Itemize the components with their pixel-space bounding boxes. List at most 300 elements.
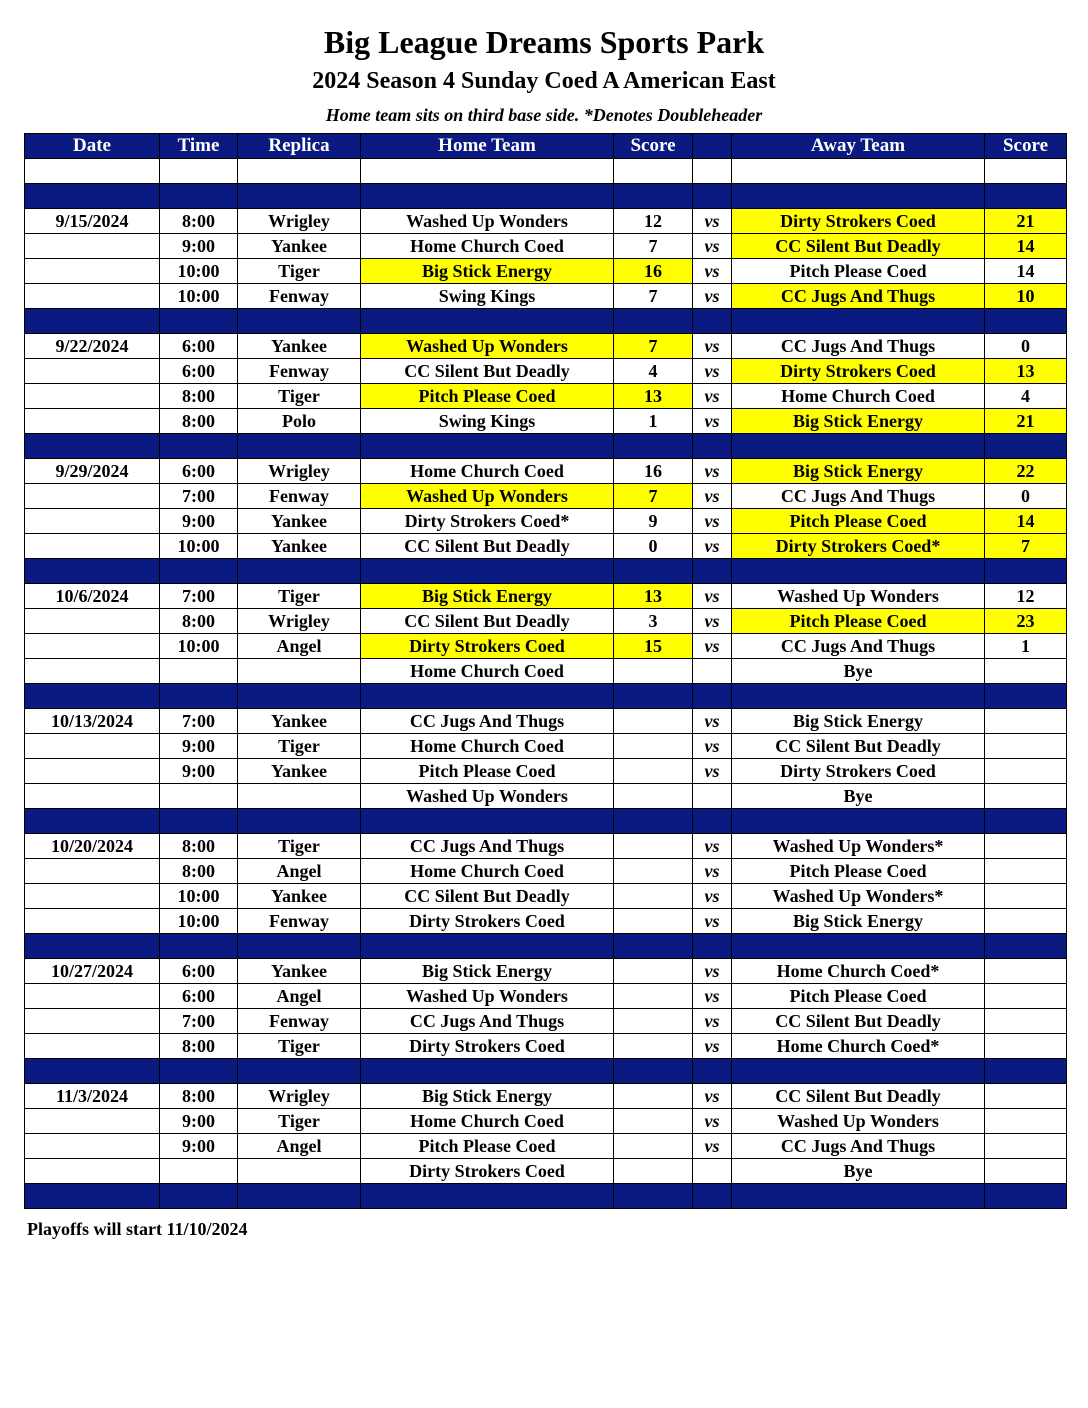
cell-home-team: Home Church Coed [361,234,614,259]
separator-cell [985,309,1067,334]
separator-cell [732,184,985,209]
cell-away-score [985,909,1067,934]
cell-away-team: Dirty Strokers Coed [732,359,985,384]
cell-away-team: Pitch Please Coed [732,984,985,1009]
game-row [25,209,1067,234]
cell-vs: vs [693,884,732,909]
separator-cell [985,1059,1067,1084]
cell-home-team: Swing Kings [361,409,614,434]
separator-cell [25,684,160,709]
game-row [25,959,1067,984]
separator-cell [614,684,693,709]
cell-away-score: 14 [985,234,1067,259]
cell-home-score: 3 [614,609,693,634]
cell-away-score: 0 [985,334,1067,359]
game-row [25,359,1067,384]
cell-date [25,534,160,559]
cell-replica: Tiger [238,734,361,759]
cell-home-score: 7 [614,234,693,259]
cell-date [25,759,160,784]
cell-vs: vs [693,334,732,359]
week-separator-row [25,809,1067,834]
cell-vs: vs [693,1009,732,1034]
cell-replica: Tiger [238,584,361,609]
cell-home-team: Washed Up Wonders [361,334,614,359]
cell-home-team: Dirty Strokers Coed [361,1159,614,1184]
cell-home-team: Dirty Strokers Coed [361,909,614,934]
game-row [25,984,1067,1009]
cell-away-team: Washed Up Wonders* [732,884,985,909]
page-subtitle: 2024 Season 4 Sunday Coed A American East [312,68,776,94]
cell-replica: Fenway [238,359,361,384]
separator-cell [985,934,1067,959]
cell-away-team: Pitch Please Coed [732,859,985,884]
cell-replica: Tiger [238,384,361,409]
cell-replica: Angel [238,1134,361,1159]
blank-cell [985,159,1067,184]
separator-cell [732,309,985,334]
separator-cell [25,1184,160,1209]
cell-time: 8:00 [160,209,238,234]
game-row [25,634,1067,659]
separator-cell [985,684,1067,709]
cell-replica: Wrigley [238,209,361,234]
cell-home-team: Dirty Strokers Coed [361,634,614,659]
cell-replica: Angel [238,859,361,884]
cell-home-team: Pitch Please Coed [361,384,614,409]
cell-away-score: 0 [985,484,1067,509]
cell-away-team: Bye [732,659,985,684]
separator-cell [732,1184,985,1209]
cell-away-team: Big Stick Energy [732,909,985,934]
cell-vs: vs [693,709,732,734]
separator-cell [361,1184,614,1209]
schedule-table [24,133,1067,1209]
cell-away-score: 4 [985,384,1067,409]
column-header-time: Time [160,134,238,159]
cell-home-team: Washed Up Wonders [361,984,614,1009]
separator-cell [985,184,1067,209]
cell-home-score [614,1084,693,1109]
cell-away-score: 22 [985,459,1067,484]
game-row [25,584,1067,609]
cell-replica: Angel [238,634,361,659]
cell-replica: Tiger [238,834,361,859]
game-row [25,909,1067,934]
cell-home-team: CC Silent But Deadly [361,884,614,909]
game-row [25,334,1067,359]
cell-home-team: Dirty Strokers Coed [361,1034,614,1059]
cell-home-score [614,909,693,934]
week-separator-row [25,1184,1067,1209]
cell-away-team: Pitch Please Coed [732,509,985,534]
separator-cell [614,809,693,834]
week-separator-row [25,309,1067,334]
cell-away-score [985,734,1067,759]
cell-home-score: 15 [614,634,693,659]
column-header-away-team: Away Team [732,134,985,159]
cell-replica: Tiger [238,1109,361,1134]
cell-vs: vs [693,609,732,634]
cell-home-team: Big Stick Energy [361,1084,614,1109]
cell-time: 10:00 [160,284,238,309]
cell-home-score [614,834,693,859]
cell-vs: vs [693,259,732,284]
separator-cell [160,184,238,209]
separator-cell [25,559,160,584]
cell-time: 9:00 [160,759,238,784]
cell-home-team: CC Silent But Deadly [361,534,614,559]
cell-time: 9:00 [160,1134,238,1159]
cell-away-score [985,1134,1067,1159]
cell-date [25,234,160,259]
cell-vs: vs [693,1134,732,1159]
cell-home-score: 4 [614,359,693,384]
separator-cell [238,434,361,459]
separator-cell [238,1059,361,1084]
cell-home-score: 16 [614,459,693,484]
separator-cell [614,1059,693,1084]
cell-away-team: Bye [732,784,985,809]
game-row [25,484,1067,509]
cell-away-score [985,884,1067,909]
cell-replica: Yankee [238,759,361,784]
cell-vs [693,784,732,809]
game-row [25,1084,1067,1109]
cell-time [160,1159,238,1184]
cell-vs: vs [693,284,732,309]
separator-cell [25,434,160,459]
cell-date [25,259,160,284]
game-row [25,759,1067,784]
blank-cell [238,159,361,184]
game-row [25,784,1067,809]
cell-date [25,1109,160,1134]
cell-away-team: Home Church Coed* [732,1034,985,1059]
cell-replica: Fenway [238,1009,361,1034]
cell-time: 10:00 [160,909,238,934]
cell-away-team: CC Jugs And Thugs [732,334,985,359]
game-row [25,609,1067,634]
cell-away-score [985,834,1067,859]
cell-replica: Wrigley [238,609,361,634]
cell-time: 8:00 [160,834,238,859]
cell-date: 10/27/2024 [25,959,160,984]
cell-away-score: 12 [985,584,1067,609]
separator-cell [614,434,693,459]
cell-replica: Wrigley [238,1084,361,1109]
cell-home-team: Swing Kings [361,284,614,309]
column-header-vs [693,134,732,159]
cell-vs: vs [693,1109,732,1134]
doubleheader-note: Home team sits on third base side. *Denotes Doubleheader [325,105,763,125]
cell-home-team: CC Jugs And Thugs [361,709,614,734]
separator-cell [614,1184,693,1209]
separator-cell [25,809,160,834]
separator-cell [25,1059,160,1084]
cell-away-team: CC Jugs And Thugs [732,1134,985,1159]
cell-away-team: CC Jugs And Thugs [732,284,985,309]
cell-date: 9/29/2024 [25,459,160,484]
blank-cell [160,159,238,184]
cell-away-score [985,759,1067,784]
cell-date [25,409,160,434]
separator-cell [693,934,732,959]
game-row [25,409,1067,434]
schedule-body [25,159,1067,1209]
cell-date [25,909,160,934]
cell-away-team: CC Silent But Deadly [732,234,985,259]
cell-time: 6:00 [160,984,238,1009]
separator-cell [160,1059,238,1084]
cell-replica: Yankee [238,959,361,984]
cell-away-score [985,959,1067,984]
separator-cell [361,934,614,959]
cell-home-score [614,709,693,734]
cell-replica: Tiger [238,1034,361,1059]
cell-time: 10:00 [160,884,238,909]
cell-replica: Angel [238,984,361,1009]
cell-away-score [985,659,1067,684]
blank-cell [732,159,985,184]
cell-date [25,984,160,1009]
cell-away-score: 7 [985,534,1067,559]
week-separator-row [25,934,1067,959]
table-header-row [25,134,1067,159]
cell-date [25,784,160,809]
separator-cell [238,684,361,709]
cell-time: 8:00 [160,609,238,634]
separator-cell [732,809,985,834]
cell-date [25,509,160,534]
cell-replica: Yankee [238,884,361,909]
separator-cell [160,309,238,334]
game-row [25,1159,1067,1184]
cell-away-team: CC Silent But Deadly [732,734,985,759]
blank-cell [614,159,693,184]
cell-away-team: Big Stick Energy [732,709,985,734]
cell-away-score [985,984,1067,1009]
separator-cell [614,309,693,334]
cell-home-score: 13 [614,384,693,409]
cell-replica: Fenway [238,484,361,509]
cell-time: 7:00 [160,1009,238,1034]
cell-date [25,484,160,509]
cell-time: 10:00 [160,634,238,659]
cell-time: 6:00 [160,459,238,484]
week-separator-row [25,184,1067,209]
cell-vs: vs [693,534,732,559]
separator-cell [693,1184,732,1209]
cell-vs: vs [693,409,732,434]
cell-vs: vs [693,509,732,534]
cell-date: 10/6/2024 [25,584,160,609]
separator-cell [160,434,238,459]
cell-time: 7:00 [160,484,238,509]
cell-home-team: Home Church Coed [361,734,614,759]
game-row [25,834,1067,859]
separator-cell [985,559,1067,584]
cell-home-score [614,1109,693,1134]
cell-home-team: Pitch Please Coed [361,759,614,784]
cell-time: 8:00 [160,859,238,884]
cell-away-score [985,859,1067,884]
separator-cell [732,559,985,584]
separator-cell [361,1059,614,1084]
cell-home-score [614,1134,693,1159]
cell-away-score: 21 [985,209,1067,234]
cell-date [25,859,160,884]
cell-replica: Fenway [238,284,361,309]
cell-time: 7:00 [160,584,238,609]
cell-away-team: CC Silent But Deadly [732,1084,985,1109]
game-row [25,459,1067,484]
cell-away-score: 10 [985,284,1067,309]
cell-time: 6:00 [160,359,238,384]
blank-cell [25,159,160,184]
cell-vs [693,659,732,684]
cell-home-team: Home Church Coed [361,659,614,684]
cell-date [25,734,160,759]
cell-home-team: Big Stick Energy [361,959,614,984]
cell-time: 8:00 [160,1034,238,1059]
game-row [25,1134,1067,1159]
cell-time [160,784,238,809]
separator-cell [693,434,732,459]
game-row [25,734,1067,759]
cell-home-score [614,759,693,784]
cell-replica: Polo [238,409,361,434]
cell-time: 9:00 [160,234,238,259]
cell-home-team: CC Silent But Deadly [361,609,614,634]
cell-home-team: Washed Up Wonders [361,209,614,234]
cell-away-score [985,784,1067,809]
cell-home-team: Washed Up Wonders [361,484,614,509]
separator-cell [25,184,160,209]
game-row [25,534,1067,559]
separator-cell [732,934,985,959]
game-row [25,709,1067,734]
separator-cell [361,684,614,709]
cell-time: 10:00 [160,534,238,559]
cell-home-team: Big Stick Energy [361,259,614,284]
separator-cell [693,309,732,334]
cell-date [25,609,160,634]
cell-vs: vs [693,384,732,409]
cell-home-score: 16 [614,259,693,284]
separator-cell [25,934,160,959]
cell-date [25,1034,160,1059]
cell-vs: vs [693,234,732,259]
cell-home-score [614,984,693,1009]
cell-replica [238,784,361,809]
cell-date: 11/3/2024 [25,1084,160,1109]
cell-away-team: Dirty Strokers Coed [732,209,985,234]
cell-time: 8:00 [160,384,238,409]
cell-home-score: 9 [614,509,693,534]
cell-vs [693,1159,732,1184]
cell-vs: vs [693,984,732,1009]
week-separator-row [25,684,1067,709]
cell-home-team: CC Jugs And Thugs [361,834,614,859]
cell-home-team: Pitch Please Coed [361,1134,614,1159]
cell-away-team: Dirty Strokers Coed [732,759,985,784]
separator-cell [732,434,985,459]
cell-home-score [614,884,693,909]
cell-time: 6:00 [160,959,238,984]
cell-away-team: Pitch Please Coed [732,259,985,284]
cell-away-team: Pitch Please Coed [732,609,985,634]
cell-time: 9:00 [160,734,238,759]
game-row [25,284,1067,309]
cell-home-score [614,859,693,884]
cell-away-team: Home Church Coed [732,384,985,409]
cell-home-score: 13 [614,584,693,609]
separator-cell [732,1059,985,1084]
cell-home-score [614,659,693,684]
column-header-home-score: Score [614,134,693,159]
cell-time: 8:00 [160,409,238,434]
cell-away-score: 14 [985,509,1067,534]
cell-replica: Tiger [238,259,361,284]
cell-date: 10/13/2024 [25,709,160,734]
cell-vs: vs [693,484,732,509]
cell-away-score: 13 [985,359,1067,384]
cell-away-team: CC Jugs And Thugs [732,484,985,509]
cell-replica: Wrigley [238,459,361,484]
cell-away-score [985,1034,1067,1059]
separator-cell [361,434,614,459]
cell-replica: Yankee [238,534,361,559]
cell-away-team: Bye [732,1159,985,1184]
cell-vs: vs [693,959,732,984]
cell-date [25,1159,160,1184]
cell-home-score: 7 [614,484,693,509]
game-row [25,1009,1067,1034]
cell-home-team: Home Church Coed [361,1109,614,1134]
separator-cell [238,559,361,584]
cell-away-team: Washed Up Wonders [732,584,985,609]
separator-cell [732,684,985,709]
separator-cell [361,309,614,334]
separator-cell [693,1059,732,1084]
cell-time: 9:00 [160,1109,238,1134]
cell-date [25,284,160,309]
cell-away-team: CC Jugs And Thugs [732,634,985,659]
cell-time: 9:00 [160,509,238,534]
cell-home-team: Home Church Coed [361,859,614,884]
cell-home-score: 12 [614,209,693,234]
cell-away-team: Washed Up Wonders [732,1109,985,1134]
week-separator-row [25,559,1067,584]
separator-cell [238,1184,361,1209]
cell-away-score [985,1109,1067,1134]
separator-cell [160,809,238,834]
separator-cell [238,309,361,334]
cell-time [160,659,238,684]
separator-cell [160,934,238,959]
cell-away-score: 1 [985,634,1067,659]
cell-time: 6:00 [160,334,238,359]
cell-date: 9/15/2024 [25,209,160,234]
separator-cell [614,184,693,209]
cell-away-score [985,1084,1067,1109]
cell-date [25,1009,160,1034]
separator-cell [25,309,160,334]
cell-home-team: CC Silent But Deadly [361,359,614,384]
separator-cell [160,684,238,709]
separator-cell [693,684,732,709]
